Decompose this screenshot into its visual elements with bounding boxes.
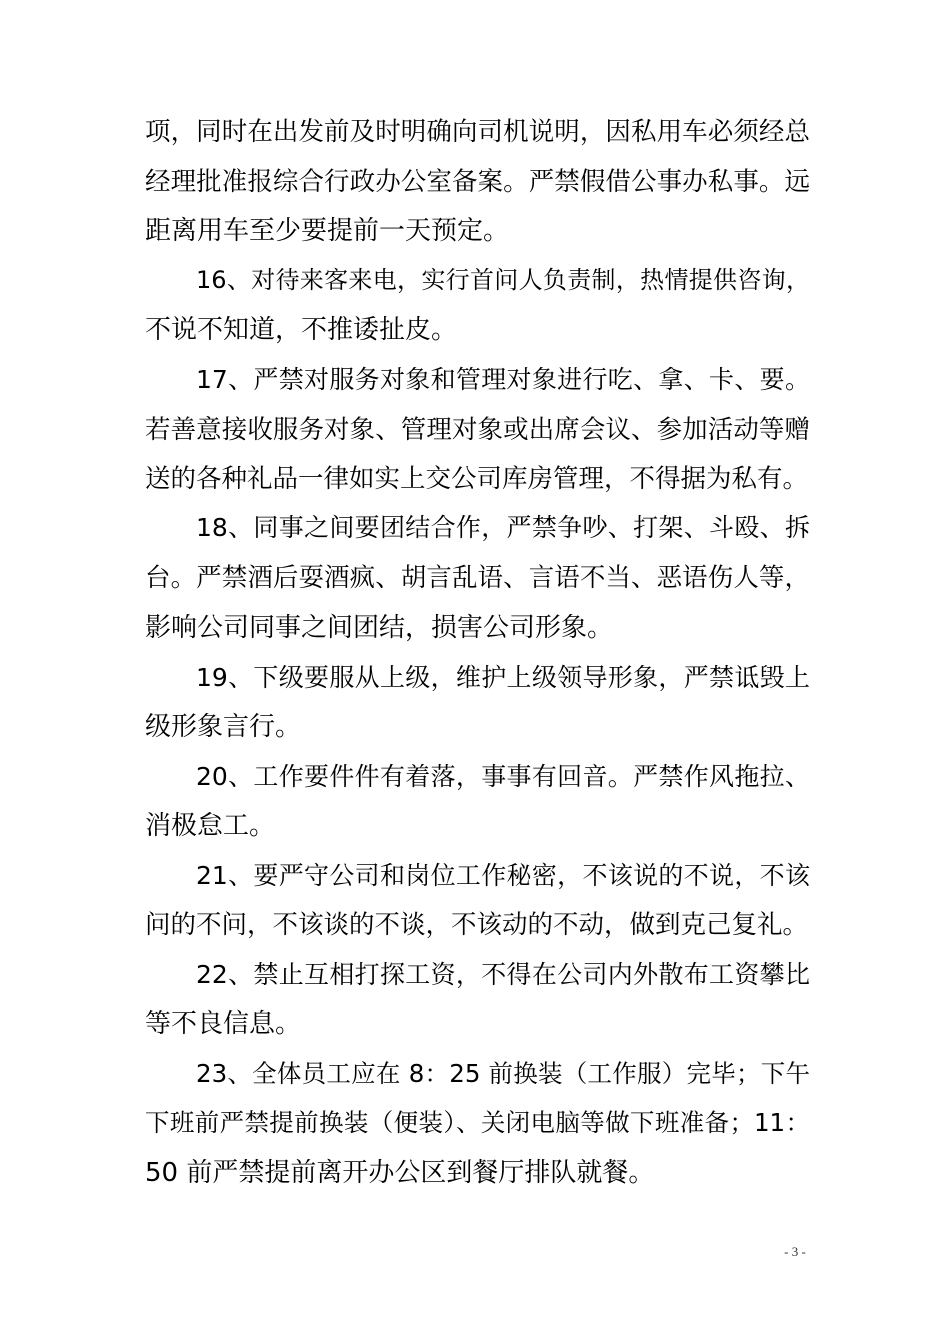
paragraph-16-line: 16、对待来客来电，实行首问人负责制，热情提供咨询，	[196, 266, 810, 294]
text-line: 消极怠工。	[145, 811, 276, 841]
paragraph-17-line: 17、严禁对服务对象和管理对象进行吃、拿、卡、要。	[196, 365, 810, 394]
text-line: 级形象言行。	[145, 712, 302, 742]
paragraph-22-line: 22、禁止互相打探工资，不得在公司内外散布工资攀比	[196, 960, 810, 989]
text-line: 50 前严禁提前离开办公区到餐厅排队就餐。	[145, 1158, 655, 1188]
page-number: - 3 -	[784, 1244, 806, 1259]
paragraph-21-line: 21、要严守公司和岗位工作秘密，不该说的不说，不该	[196, 861, 810, 890]
paragraph-23-line: 23、全体员工应在 8：25 前换装（工作服）完毕；下午	[196, 1059, 810, 1088]
text-line: 问的不问，不该谈的不谈，不该动的不动，做到克己复礼。	[145, 910, 809, 940]
text-line: 不说不知道，不推诿扯皮。	[145, 315, 458, 345]
text-line: 经理批准报综合行政办公室备案。严禁假借公事办私事。远	[145, 167, 810, 197]
paragraph-19-line: 19、下级要服从上级，维护上级领导形象，严禁诋毁上	[196, 663, 810, 692]
paragraph-18-line: 18、同事之间要团结合作，严禁争吵、打架、斗殴、拆	[196, 513, 810, 542]
paragraph-20-line: 20、工作要件件有着落，事事有回音。严禁作风拖拉、	[196, 762, 810, 791]
text-line: 距离用车至少要提前一天预定。	[145, 216, 510, 246]
text-line: 台。严禁酒后耍酒疯、胡言乱语、言语不当、恶语伤人等，	[145, 563, 810, 593]
text-line: 等不良信息。	[145, 1009, 302, 1039]
text-line: 下班前严禁提前换装（便装）、关闭电脑等做下班准备；11：	[145, 1108, 810, 1137]
text-line: 影响公司同事之间团结，损害公司形象。	[145, 613, 614, 643]
text-line: 项，同时在出发前及时明确向司机说明，因私用车必须经总	[145, 117, 810, 147]
text-line: 若善意接收服务对象、管理对象或出席会议、参加活动等赠	[145, 415, 810, 445]
text-line: 送的各种礼品一律如实上交公司库房管理，不得据为私有。	[145, 464, 809, 494]
